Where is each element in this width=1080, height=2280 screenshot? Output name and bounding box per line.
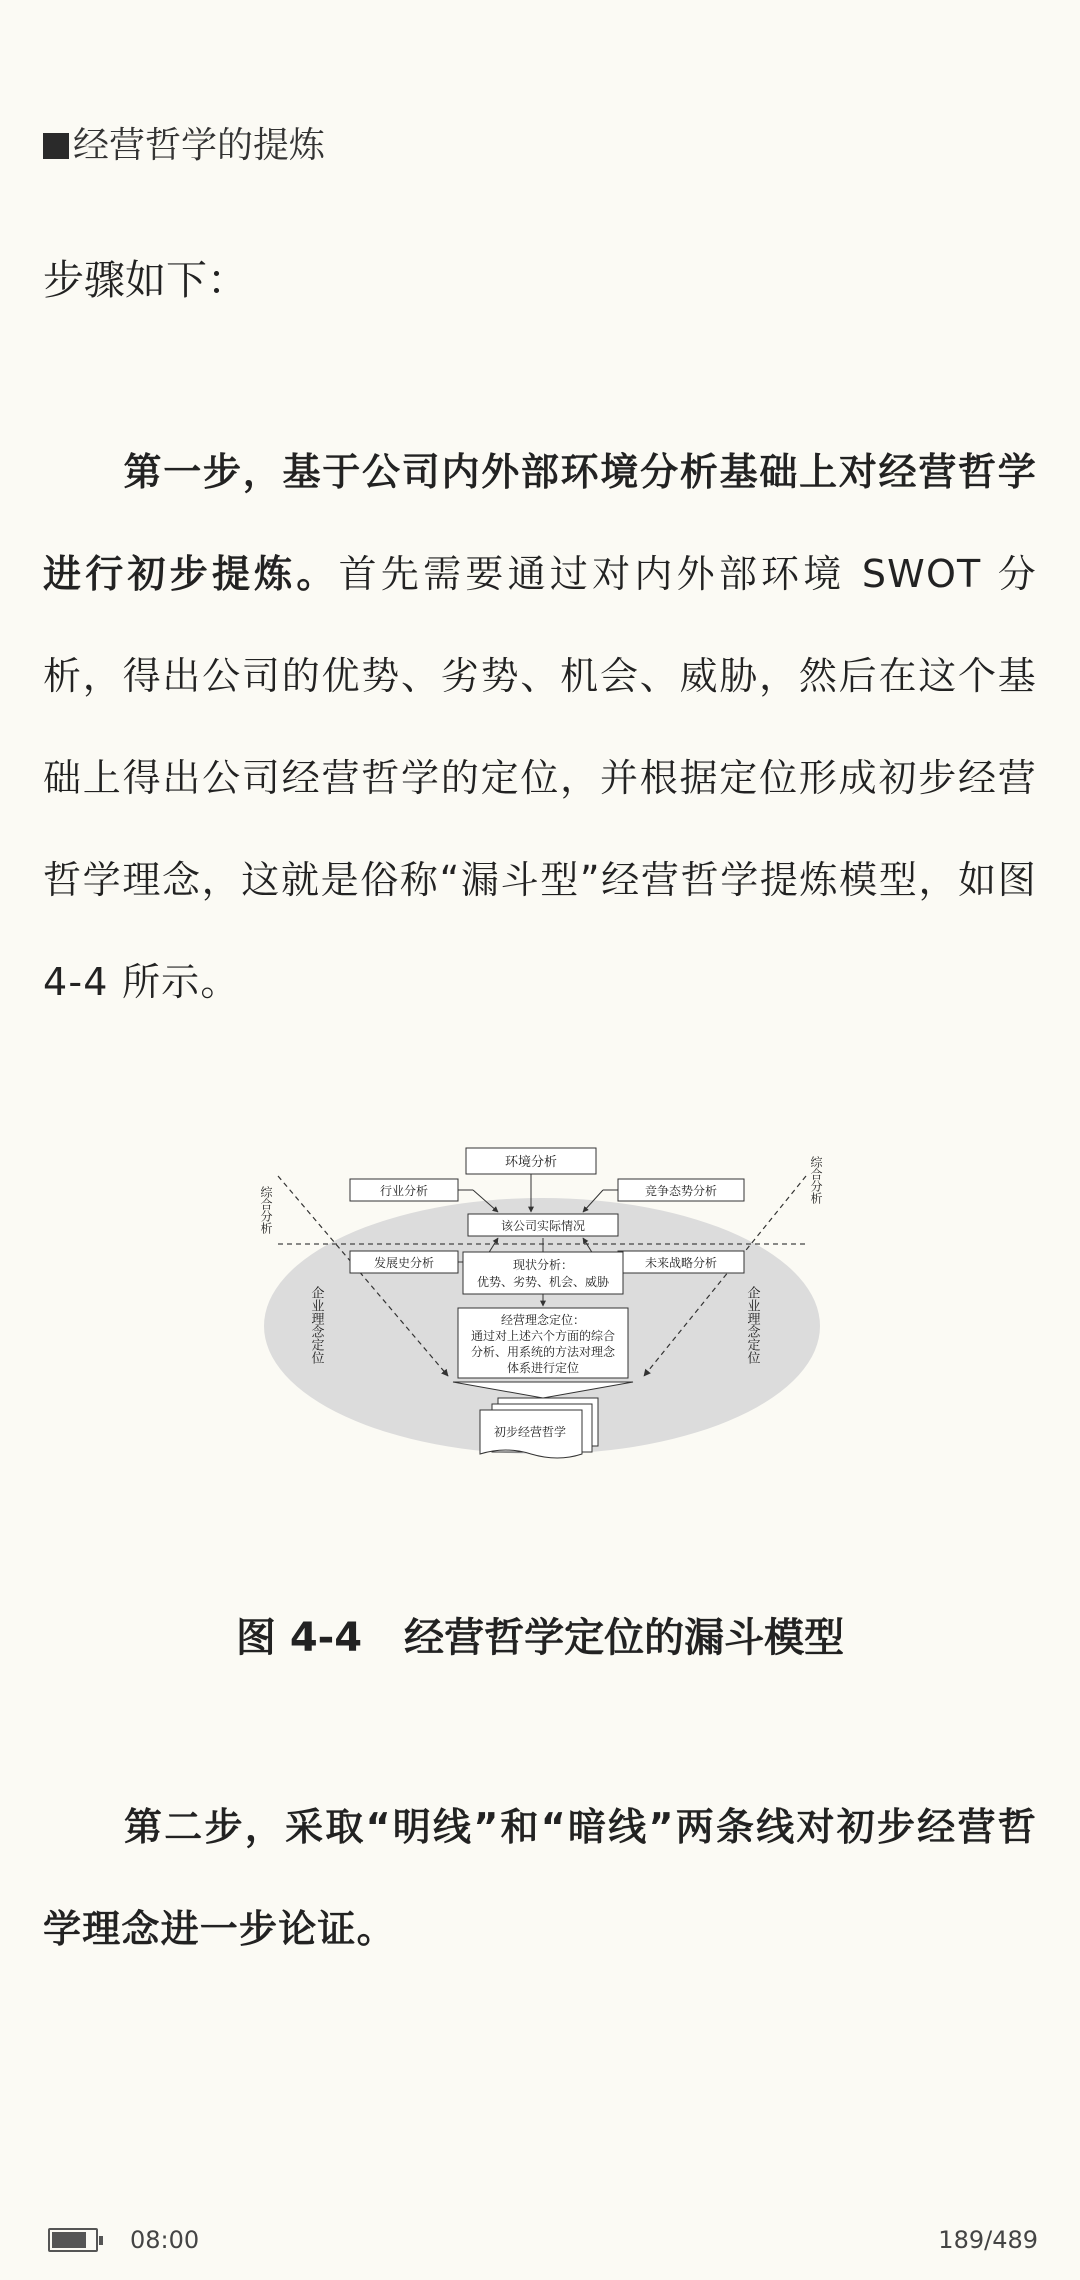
paragraph-step-one (43, 421, 1037, 1033)
steps-intro: 步骤如下： (43, 256, 248, 304)
positioning-line1: 经营理念定位： (500, 1313, 586, 1327)
status-analysis-line2: 优势、劣势、机会、威胁 (476, 1275, 610, 1289)
paragraph-step-two (43, 1776, 1037, 1980)
actual-situation-label: 该公司实际情况 (500, 1219, 586, 1233)
positioning-line2: 通过对上述六个方面的综合 (470, 1329, 616, 1343)
status-analysis-line1: 现状分析： (512, 1258, 574, 1272)
history-analysis-label: 发展史分析 (373, 1256, 435, 1270)
preliminary-philosophy-label: 初步经营哲学 (493, 1425, 567, 1439)
figure-caption (0, 1606, 1080, 1663)
step-one-body: 首先需要通过对内外部环境 SWOT 分析，得出公司的优势、劣势、机会、威胁，然后在这个基础上得出公司经营哲学的定位，并根据定位形成初步经营哲学理念，这就是俗称“漏斗型”经营哲学提炼模型，如图 4-4 所示。 (43, 552, 1037, 1004)
step-two-heading: 第二步，采取“明线”和“暗线”两条线对初步经营哲学理念进一步论证。 (43, 1805, 1037, 1951)
clock: 08:00 (130, 2226, 200, 2254)
left-vertical-label: 企业理念定位 (308, 1286, 324, 1364)
env-analysis-label: 环境分析 (504, 1155, 558, 1170)
left-comprehensive-label: 综合分析 (259, 1186, 273, 1234)
square-bullet-icon (43, 133, 69, 159)
industry-analysis-label: 行业分析 (379, 1184, 429, 1198)
positioning-line4: 体系进行定位 (506, 1361, 580, 1375)
competition-analysis-label: 竞争态势分析 (644, 1184, 718, 1198)
page-counter: 189/489 (938, 2226, 1038, 2254)
battery-icon (48, 2228, 98, 2252)
figure-title: 经营哲学定位的漏斗模型 (404, 1615, 845, 1661)
positioning-line3: 分析、用系统的方法对理念 (470, 1345, 616, 1359)
funnel-model-figure (258, 1146, 826, 1476)
figure-number: 图 4-4 (235, 1615, 363, 1661)
section-heading (43, 118, 325, 174)
step-one-heading: 第一步，基于公司内外部环境分析基础上对经营哲学进行初步提炼。 (43, 450, 1037, 596)
right-vertical-label: 企业理念定位 (744, 1286, 760, 1364)
reader-status-bar (0, 2216, 1080, 2272)
strategy-analysis-label: 未来战略分析 (644, 1256, 718, 1270)
section-heading-text: 经营哲学的提炼 (73, 125, 326, 166)
right-comprehensive-label: 综合分析 (809, 1156, 823, 1204)
